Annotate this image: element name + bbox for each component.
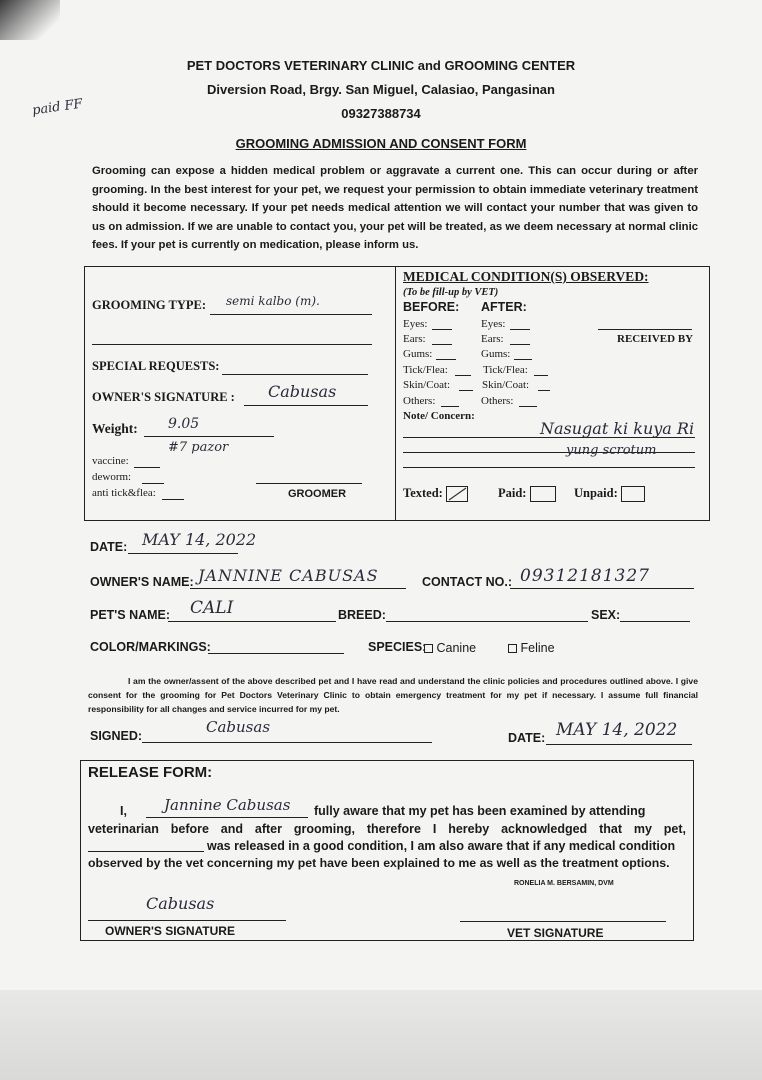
feline-option[interactable]: [508, 641, 555, 655]
note-label: Note/ Concern:: [403, 410, 475, 422]
antitick-label: anti tick&flea:: [92, 487, 156, 499]
before-gums: Gums:: [403, 348, 433, 360]
paid-note: paid FF: [31, 96, 84, 119]
scan-bottom-edge: [0, 990, 762, 1080]
weight-note: #7 pazor: [168, 440, 229, 455]
release-owner-signature: Cabusas: [146, 894, 215, 913]
pet-name-value: CALI: [190, 598, 234, 618]
before-label: BEFORE:: [403, 300, 460, 314]
release-line1: fully aware that my pet has been examined by attending: [314, 804, 646, 818]
received-by-label: RECEIVED BY: [617, 333, 694, 345]
owner-signature-value: Cabusas: [268, 382, 337, 401]
signed-value: Cabusas: [206, 718, 271, 736]
after-gums: Gums:: [481, 348, 511, 360]
clinic-address: Diversion Road, Brgy. San Miguel, Calasiao, Pangasinan: [207, 82, 555, 97]
texted-label: Texted:: [403, 486, 443, 500]
canine-checkbox[interactable]: [424, 644, 433, 653]
unpaid-field[interactable]: [574, 486, 645, 502]
release-line3: was released in a good condition, I am also aware that if any medical condition: [207, 839, 676, 853]
contact-label: CONTACT NO.:: [422, 575, 513, 589]
paid-checkbox[interactable]: [530, 486, 556, 502]
grooming-type-label: GROOMING TYPE:: [92, 298, 207, 312]
after-label: AFTER:: [481, 300, 527, 314]
unpaid-checkbox[interactable]: [621, 486, 645, 502]
vet-stamp: RONELIA M. BERSAMIN, DVM: [514, 880, 614, 887]
after-tick: Tick/Flea:: [483, 364, 528, 376]
special-requests-label: SPECIAL REQUESTS:: [92, 359, 220, 373]
vet-signature-label: VET SIGNATURE: [507, 926, 604, 940]
date-value: MAY 14, 2022: [142, 530, 257, 549]
release-title: RELEASE FORM:: [88, 764, 213, 781]
after-others: Others:: [481, 395, 514, 407]
breed-label: BREED:: [338, 608, 386, 622]
release-line4: observed by the vet concerning my pet have been explained to me as well as the treatment options.: [88, 856, 670, 870]
signed-label: SIGNED:: [90, 729, 143, 743]
clinic-phone: 09327388734: [341, 106, 421, 121]
pet-name-label: PET'S NAME:: [90, 608, 171, 622]
paid-field[interactable]: [498, 486, 556, 502]
owner-name-value: JANNINE CABUSAS: [198, 566, 379, 585]
sex-label: SEX:: [591, 608, 621, 622]
unpaid-label: Unpaid:: [574, 486, 618, 500]
groomer-label: GROOMER: [288, 488, 347, 500]
release-owner-value: Jannine Cabusas: [164, 796, 291, 814]
scan-shadow: [0, 0, 60, 40]
before-eyes: Eyes:: [403, 318, 428, 330]
release-i-label: I,: [120, 804, 127, 818]
weight-label: Weight:: [92, 421, 138, 436]
intro-paragraph: Grooming can expose a hidden medical problem or aggravate a current one. This can occur during or after grooming. In the best interest for your pet, we request your permission to obtain immediate veterinary treatment should it become necessary. If your pet needs medical attention we will contact your number that was given to us on admission. If we are unable to contact you, your pet will be treated, as we deem necessary at normal clinic fees. If your pet is currently on medication, please inform us.: [92, 165, 698, 251]
before-tick: Tick/Flea:: [403, 364, 448, 376]
before-others: Others:: [403, 395, 436, 407]
date-label: DATE:: [90, 540, 128, 554]
grooming-type-value: semi kalbo (m).: [226, 294, 320, 308]
color-label: COLOR/MARKINGS:: [90, 640, 211, 654]
before-ears: Ears:: [403, 333, 426, 345]
medical-subtitle: (To be fill-up by VET): [403, 287, 499, 298]
weight-value: 9.05: [168, 416, 200, 432]
consent-date-label: DATE:: [508, 731, 546, 745]
vaccine-label: vaccine:: [92, 455, 129, 467]
canine-label: Canine: [436, 641, 477, 655]
form-title: GROOMING ADMISSION AND CONSENT FORM: [235, 136, 527, 151]
before-skin: Skin/Coat:: [403, 379, 451, 391]
canine-option[interactable]: [424, 641, 476, 655]
texted-field[interactable]: [403, 486, 468, 502]
feline-checkbox[interactable]: [508, 644, 517, 653]
release-line2: veterinarian before and after grooming, therefore I hereby acknowledged that my pet,: [88, 822, 686, 836]
after-ears: Ears:: [481, 333, 504, 345]
box-divider: [395, 266, 396, 521]
medical-title: MEDICAL CONDITION(S) OBSERVED:: [403, 269, 649, 284]
clinic-name: PET DOCTORS VETERINARY CLINIC and GROOMING CENTER: [186, 58, 576, 73]
after-skin: Skin/Coat:: [482, 379, 530, 391]
consent-text: I am the owner/assent of the above described pet and I have read and understand the clinic policies and procedures outlined above. I give consent for the grooming for Pet Doctors Veterinary Clinic to obtain emergency treatment for my pet if necessary. I assume full financial responsibility for all changes and service incurred for my pet.: [88, 676, 698, 714]
texted-checkbox[interactable]: [446, 486, 468, 502]
owner-name-label: OWNER'S NAME:: [90, 575, 194, 589]
contact-value: 09312181327: [520, 566, 650, 586]
after-eyes: Eyes:: [481, 318, 506, 330]
consent-date-value: MAY 14, 2022: [556, 720, 678, 740]
deworm-label: deworm:: [92, 471, 132, 483]
note-line1: Nasugat ki kuya Ri: [540, 419, 695, 438]
owner-signature-label-release: OWNER'S SIGNATURE: [105, 924, 235, 938]
owner-signature-label: OWNER'S SIGNATURE :: [92, 390, 235, 404]
paid-label: Paid:: [498, 486, 527, 500]
feline-label: Feline: [520, 641, 555, 655]
species-label: SPECIES:: [368, 640, 427, 654]
note-line2: yung scrotum: [566, 443, 657, 458]
